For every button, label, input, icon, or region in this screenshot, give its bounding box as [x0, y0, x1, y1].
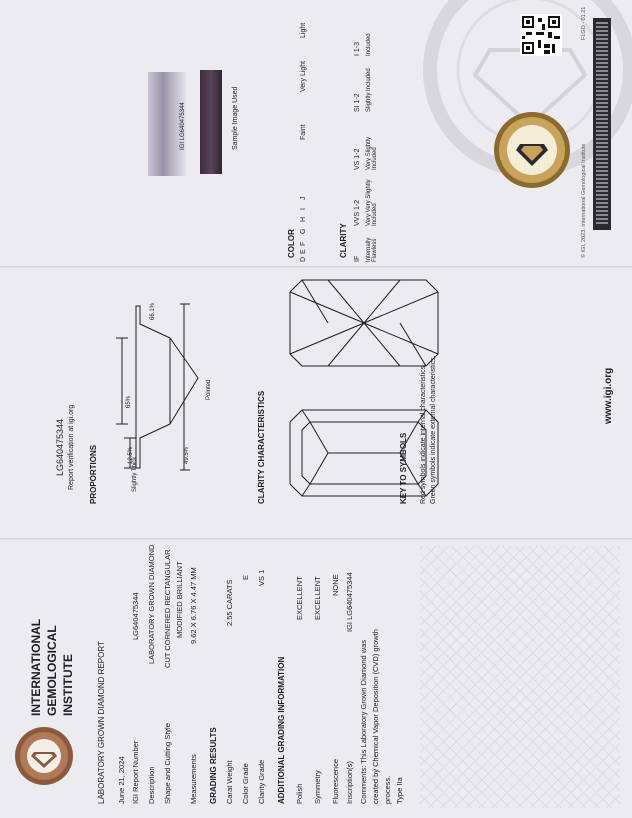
color-word: Light: [300, 22, 307, 38]
additional-heading: ADDITIONAL GRADING INFORMATION: [277, 656, 286, 804]
clarity-grade-label: Clarity Grade: [257, 759, 266, 804]
carat-value: 2.55 CARATS: [225, 579, 234, 626]
polish-label: Polish: [295, 783, 304, 804]
table-pct: 65%: [126, 395, 132, 408]
color-grade-value: E: [241, 574, 250, 580]
clarity-word: Included: [366, 33, 372, 56]
clarity-word: Slightly Included: [366, 68, 372, 112]
clarity-word: Internally Flawless: [366, 237, 378, 262]
clarity-grade: VS 1-2: [354, 148, 361, 170]
color-letter: E: [300, 249, 307, 254]
color-letter: D: [300, 256, 307, 262]
details-panel: [0, 540, 632, 818]
pavilion-pct: 49.5%: [184, 446, 190, 464]
key-heading: KEY TO SYMBOLS: [399, 432, 408, 504]
verify-link[interactable]: Report verification at igi.org: [68, 404, 75, 490]
report-date: June 21, 2024: [117, 756, 126, 804]
igi-logo-icon: [14, 726, 74, 786]
brand-line-2: GEMOLOGICAL: [45, 625, 59, 716]
color-letter: F: [300, 241, 307, 246]
color-word: Very Light: [300, 60, 307, 92]
comments-line-4: Type IIa: [395, 777, 404, 804]
brand-line-3: INSTITUTE: [61, 654, 75, 716]
clarity-heading: CLARITY: [339, 223, 348, 258]
image-inscription: IGI LG640475344: [180, 102, 186, 150]
website-link[interactable]: www.igi.org: [603, 367, 614, 424]
proportions-diagram: [110, 298, 210, 498]
crown-plot-icon: [288, 278, 440, 368]
key-red: Red symbols indicate internal characteristics.: [420, 363, 427, 504]
carat-label: Carat Weight: [225, 760, 234, 804]
inscription-label: Inscription(s): [345, 761, 354, 804]
measurements-value: 9.62 X 6.76 X 4.47 MM: [189, 567, 198, 644]
shape-value-2: MODIFIED BRILLIANT: [175, 561, 184, 638]
report-number-label: IGI Report Number: [131, 740, 140, 804]
clarity-scale-grades: [354, 22, 366, 262]
crown-pct: 12.5%: [128, 446, 134, 464]
brand-line-1: INTERNATIONAL: [29, 618, 43, 716]
clarity-grade: IF: [354, 255, 361, 262]
measurements-label: Measurements: [189, 754, 198, 804]
clarity-word: Very Slightly Included: [366, 136, 378, 170]
shape-value-1: CUT CORNERED RECTANGULAR: [163, 549, 172, 668]
clarity-grade: SI 1-2: [354, 93, 361, 112]
copyright: © IGI, 2023. International Gemological Institute: [581, 143, 587, 258]
scales-panel: [0, 0, 632, 269]
color-letter: J: [300, 196, 307, 200]
symmetry-value: EXCELLENT: [313, 576, 322, 620]
color-letter: G: [300, 228, 307, 234]
color-letter: H: [300, 216, 307, 222]
key-green: Green symbols indicate external characteristics.: [430, 355, 437, 504]
inscription-value: IGI LG640475344: [345, 572, 354, 632]
description-label: Description: [147, 766, 156, 804]
fluorescence-label: Fluorescence: [331, 758, 340, 804]
shape-label: Shape and Cutting Style: [163, 723, 172, 804]
sample-image-label: Sample Image Used: [232, 86, 239, 150]
color-grade-label: Color Grade: [241, 763, 250, 804]
report-number: LG640475344: [131, 592, 140, 640]
clarity-characteristics-heading: CLARITY CHARACTERISTICS: [257, 390, 266, 504]
color-scale: [300, 22, 312, 262]
middle-report-number: LG640475344: [55, 418, 65, 476]
authentic-seal-icon: [492, 110, 572, 190]
description-value: LABORATORY GROWN DIAMOND: [147, 544, 156, 664]
plot-panel: [0, 268, 632, 541]
color-letter: I: [300, 208, 307, 210]
pavilion-plot-icon: [288, 408, 440, 498]
clarity-grade-value: VS 1: [257, 569, 266, 586]
polish-value: EXCELLENT: [295, 576, 304, 620]
sample-image-right: [200, 70, 222, 174]
comments-line-3: process.: [383, 775, 392, 804]
clarity-grade: VVS 1-2: [354, 199, 361, 226]
color-word: Faint: [300, 124, 307, 140]
color-heading: COLOR: [287, 229, 296, 258]
grading-heading: GRADING RESULTS: [209, 727, 218, 804]
fluorescence-value: NONE: [331, 574, 340, 596]
clarity-word: Very Very Slightly Included: [366, 179, 378, 226]
girdle-label: Slightly Thick: [132, 456, 138, 492]
clarity-scale-words: [366, 22, 388, 262]
qr-code-icon: [520, 14, 562, 56]
clarity-grade: I 1-3: [354, 41, 361, 56]
depth-pct: 66.1%: [150, 302, 156, 320]
comments-line-1: Comments: This Laboratory Grown Diamond was: [359, 639, 368, 804]
symmetry-label: Symmetry: [313, 770, 322, 804]
culet-label: Pointed: [206, 379, 212, 400]
report-type: LABORATORY GROWN DIAMOND REPORT: [97, 641, 106, 804]
proportions-heading: PROPORTIONS: [89, 444, 98, 504]
security-pattern: [420, 546, 620, 808]
comments-line-2: created by Chemical Vapor Deposition (CVD) growth: [371, 629, 380, 804]
form-code: FLGD - 01.21: [581, 6, 587, 40]
